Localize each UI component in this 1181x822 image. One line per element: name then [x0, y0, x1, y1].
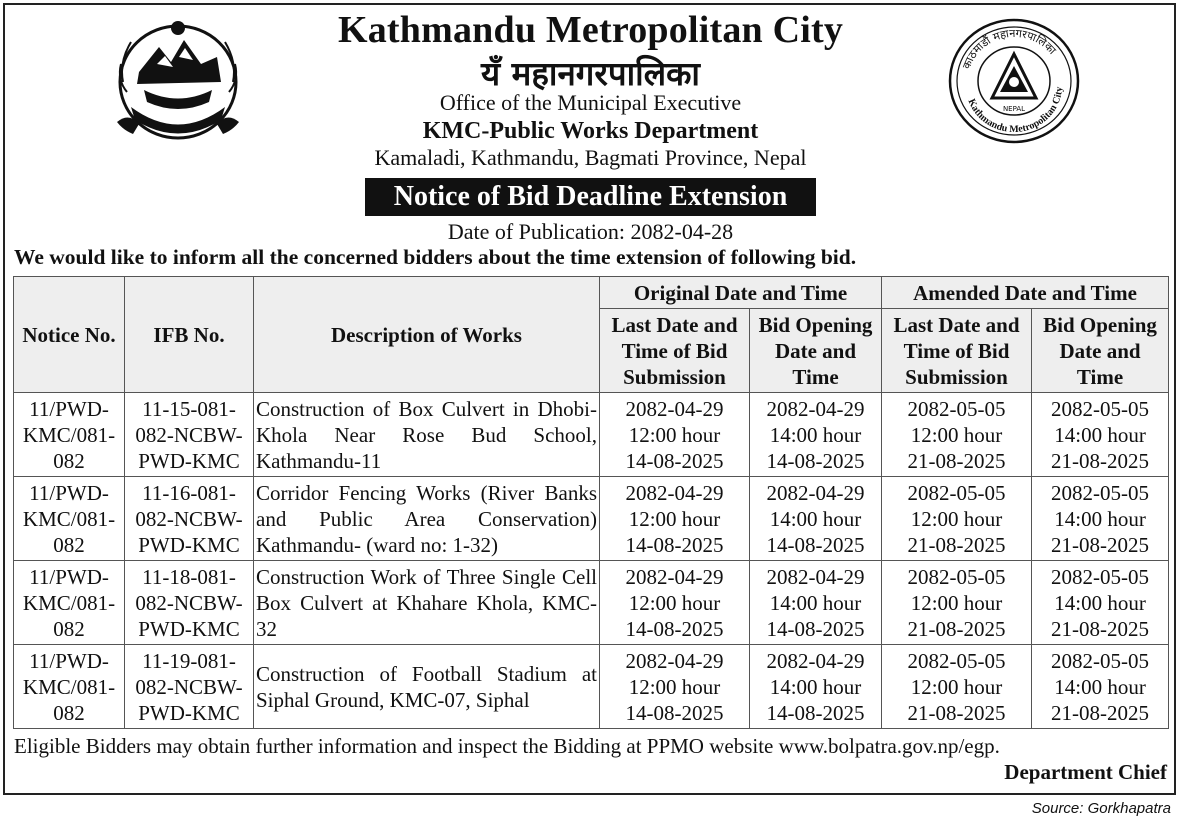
- amended-last-date-cell: 2082-05-05 12:00 hour 21-08-2025: [882, 393, 1032, 477]
- notice-no-cell: 11/PWD- KMC/081- 082: [14, 561, 125, 645]
- original-bid-opening-cell: 2082-04-29 14:00 hour 14-08-2025: [750, 393, 882, 477]
- address: Kamaladi, Kathmandu, Bagmati Province, Nepal: [374, 145, 807, 170]
- office-name: Office of the Municipal Executive: [439, 90, 742, 115]
- amended-bid-opening-cell: 2082-05-05 14:00 hour 21-08-2025: [1032, 645, 1169, 729]
- signature: Department Chief: [1004, 760, 1167, 784]
- header-ifb-no: IFB No.: [125, 277, 254, 393]
- department-name: KMC-Public Works Department: [422, 118, 759, 144]
- header-amended-group: Amended Date and Time: [882, 277, 1169, 309]
- city-title: Kathmandu Metropolitan City: [337, 9, 844, 51]
- amended-bid-opening-cell: 2082-05-05 14:00 hour 21-08-2025: [1032, 561, 1169, 645]
- seal-ring-text: काठमाडौं महानगरपालिका: [959, 26, 1059, 71]
- source-credit: Source: Gorkhapatra: [1031, 800, 1171, 817]
- amended-last-date-cell: 2082-05-05 12:00 hour 21-08-2025: [882, 645, 1032, 729]
- table-row: [14, 645, 1169, 729]
- original-bid-opening-cell: 2082-04-29 14:00 hour 14-08-2025: [750, 477, 882, 561]
- ifb-no-cell: 11-15-081- 082-NCBW- PWD-KMC: [125, 393, 254, 477]
- original-last-date-cell: 2082-04-29 12:00 hour 14-08-2025: [600, 645, 750, 729]
- table-row: [14, 393, 1169, 477]
- notice-title: Notice of Bid Deadline Extension: [365, 178, 816, 216]
- header-amended-last-date: Last Date and Time of Bid Submission: [882, 309, 1032, 393]
- ifb-no-cell: 11-19-081- 082-NCBW- PWD-KMC: [125, 645, 254, 729]
- ifb-no-cell: 11-16-081- 082-NCBW- PWD-KMC: [125, 477, 254, 561]
- municipal-seal-icon: [946, 16, 1082, 146]
- header-description: Description of Works: [254, 277, 600, 393]
- notice-no-cell: 11/PWD- KMC/081- 082: [14, 477, 125, 561]
- original-bid-opening-cell: 2082-04-29 14:00 hour 14-08-2025: [750, 645, 882, 729]
- description-cell: Construction of Football Stadium at Siphal Ground, KMC-07, Siphal: [254, 645, 600, 729]
- original-last-date-cell: 2082-04-29 12:00 hour 14-08-2025: [600, 393, 750, 477]
- amended-last-date-cell: 2082-05-05 12:00 hour 21-08-2025: [882, 477, 1032, 561]
- original-last-date-cell: 2082-04-29 12:00 hour 14-08-2025: [600, 561, 750, 645]
- table-row: [14, 477, 1169, 561]
- header-original-group: Original Date and Time: [600, 277, 882, 309]
- publication-date: Date of Publication: 2082-04-28: [447, 219, 734, 244]
- intro-text: We would like to inform all the concerned bidders about the time extension of following bid.: [14, 245, 857, 269]
- original-last-date-cell: 2082-04-29 12:00 hour 14-08-2025: [600, 477, 750, 561]
- seal-center-text: NEPAL: [1002, 105, 1026, 113]
- city-title-nepali: यँ महानगरपालिका: [481, 54, 700, 93]
- table-row: [14, 561, 1169, 645]
- notice-header: [0, 0, 1181, 250]
- header-original-bid-opening: Bid Opening Date and Time: [750, 309, 882, 393]
- notice-no-cell: 11/PWD- KMC/081- 082: [14, 393, 125, 477]
- bid-table: [13, 276, 1169, 729]
- original-bid-opening-cell: 2082-04-29 14:00 hour 14-08-2025: [750, 561, 882, 645]
- description-cell: Corridor Fencing Works (River Banks and Public Area Conservation) Kathmandu- (ward no: 1-32): [254, 477, 600, 561]
- amended-last-date-cell: 2082-05-05 12:00 hour 21-08-2025: [882, 561, 1032, 645]
- notice-no-cell: 11/PWD- KMC/081- 082: [14, 645, 125, 729]
- description-cell: Construction of Box Culvert in Dhobi-Khola Near Rose Bud School, Kathmandu-11: [254, 393, 600, 477]
- amended-bid-opening-cell: 2082-05-05 14:00 hour 21-08-2025: [1032, 477, 1169, 561]
- header-original-last-date: Last Date and Time of Bid Submission: [600, 309, 750, 393]
- seal-bottom-text: Kathmandu Metropolitan City: [965, 86, 1066, 136]
- header-notice-no: Notice No.: [14, 277, 125, 393]
- header-amended-bid-opening: Bid Opening Date and Time: [1032, 309, 1169, 393]
- amended-bid-opening-cell: 2082-05-05 14:00 hour 21-08-2025: [1032, 393, 1169, 477]
- ifb-no-cell: 11-18-081- 082-NCBW- PWD-KMC: [125, 561, 254, 645]
- description-cell: Construction Work of Three Single Cell Box Culvert at Khahare Khola, KMC-32: [254, 561, 600, 645]
- footer-info: Eligible Bidders may obtain further information and inspect the Bidding at PPMO website www.bolpatra.gov.np/egp.: [14, 734, 1000, 758]
